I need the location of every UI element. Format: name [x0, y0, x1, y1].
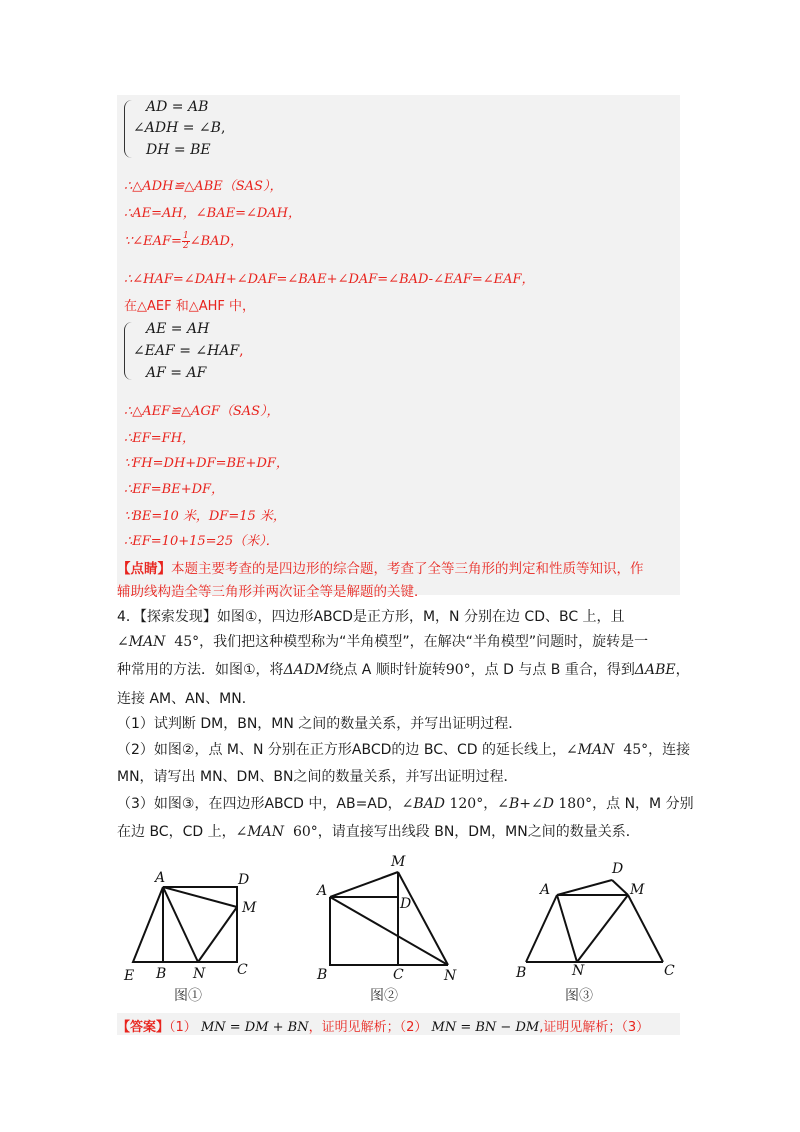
question-3: 在边 BC，CD 上，∠MAN 60°，请直接写出线段 BN，DM，MN之间的数量关系．	[117, 824, 640, 840]
label-M: M	[630, 882, 645, 898]
answer-line: 【答案】（1） MN = DM + BN，证明见解析；（2） MN = BN − DM,证明见解析；（3）	[117, 1020, 650, 1035]
label-B: B	[516, 965, 527, 981]
proof-step: ∴∠HAF=∠DAH+∠DAF=∠BAE+∠DAF=∠BAD-∠EAF=∠EAF，	[124, 272, 535, 287]
figure-1-caption: 图①	[174, 988, 202, 1004]
label-D: D	[400, 896, 412, 912]
comment-line: 辅助线构造全等三角形并两次证全等是解题的关键．	[117, 584, 428, 600]
proof-step: ∴△ADH≌△ABE（SAS），	[124, 179, 283, 194]
figure-2-caption: 图②	[370, 988, 398, 1004]
proof-step: ∴EF=FH，	[124, 431, 196, 446]
figures	[0, 845, 800, 1010]
comment-line: 【点睛】本题主要考查的是四边形的综合题，考查了全等三角形的判定和性质等知识，作	[117, 561, 644, 577]
label-N: N	[572, 963, 585, 979]
proof-step: ∵BE=10 米，DF=15 米，	[124, 509, 286, 524]
label-B: B	[317, 967, 328, 983]
proof-step: 在△AEF 和△AHF 中，	[124, 299, 255, 314]
problem-line: 种常用的方法．如图①，将ΔADM绕点 A 顺时针旋转90°，点 D 与点 B 重合，得到ΔABE，	[117, 662, 690, 678]
question-2: MN，请写出 MN、DM、BN之间的数量关系，并写出证明过程．	[117, 769, 518, 785]
label-N: N	[193, 966, 206, 982]
label-C: C	[237, 962, 248, 978]
system-line: ∠ADH = ∠B,	[133, 120, 226, 136]
label-M: M	[242, 900, 257, 916]
system-line: ∠EAF = ∠HAF,	[133, 343, 244, 359]
question-2: （2）如图②，点 M、N 分别在正方形ABCD的边 BC、CD 的延长线上，∠MAN 45°，连接	[117, 742, 691, 758]
answer-tag: 【答案】	[117, 1020, 170, 1035]
problem-line: ∠MAN 45°，我们把这种模型称为“半角模型”，在解决“半角模型”问题时，旋转是一	[117, 634, 649, 650]
problem-line: 连接 AM、AN、MN．	[117, 691, 256, 707]
system-line: DH = BE	[146, 142, 211, 158]
label-N: N	[444, 968, 457, 984]
system-brace	[124, 100, 133, 158]
label-D: D	[612, 861, 624, 877]
figure-1-lines	[133, 887, 237, 962]
question-1: （1）试判断 DM，BN，MN 之间的数量关系，并写出证明过程．	[117, 716, 523, 732]
problem-tag: 【探索发现】	[139, 609, 217, 625]
label-A: A	[540, 882, 551, 898]
system-brace	[124, 322, 133, 380]
proof-step: ∵FH=DH+DF=BE+DF，	[124, 456, 289, 471]
system-line: AF = AF	[146, 365, 207, 381]
proof-step: ∴EF=BE+DF，	[124, 482, 225, 497]
problem-line: 4．【探索发现】如图①，四边形ABCD是正方形，M，N 分别在边 CD、BC 上，且	[117, 609, 625, 625]
comment-tag: 【点睛】	[117, 561, 171, 577]
label-C: C	[393, 967, 404, 983]
question-3: （3）如图③，在四边形ABCD 中，AB=AD，∠BAD 120°，∠B+∠D 180°，点 N，M 分别	[117, 796, 694, 812]
proof-step: ∴△AEF≌△AGF（SAS），	[124, 404, 280, 419]
system-line: AE = AH	[146, 321, 210, 337]
label-A: A	[155, 870, 166, 886]
proof-step: ∴EF=10+15=25（米）．	[124, 534, 279, 549]
label-C: C	[664, 963, 675, 979]
label-A: A	[317, 883, 328, 899]
figure-3-caption: 图③	[565, 988, 593, 1004]
system-line: AD = AB	[146, 99, 209, 115]
label-E: E	[124, 968, 135, 984]
label-D: D	[238, 872, 250, 888]
label-M: M	[391, 854, 406, 870]
figure-2-lines	[330, 872, 448, 965]
proof-step: ∴AE=AH，∠BAE=∠DAH，	[124, 206, 302, 221]
proof-step: ∵∠EAF= $\frac{1}{2}$ ∠BAD，	[124, 231, 243, 251]
label-B: B	[156, 966, 167, 982]
